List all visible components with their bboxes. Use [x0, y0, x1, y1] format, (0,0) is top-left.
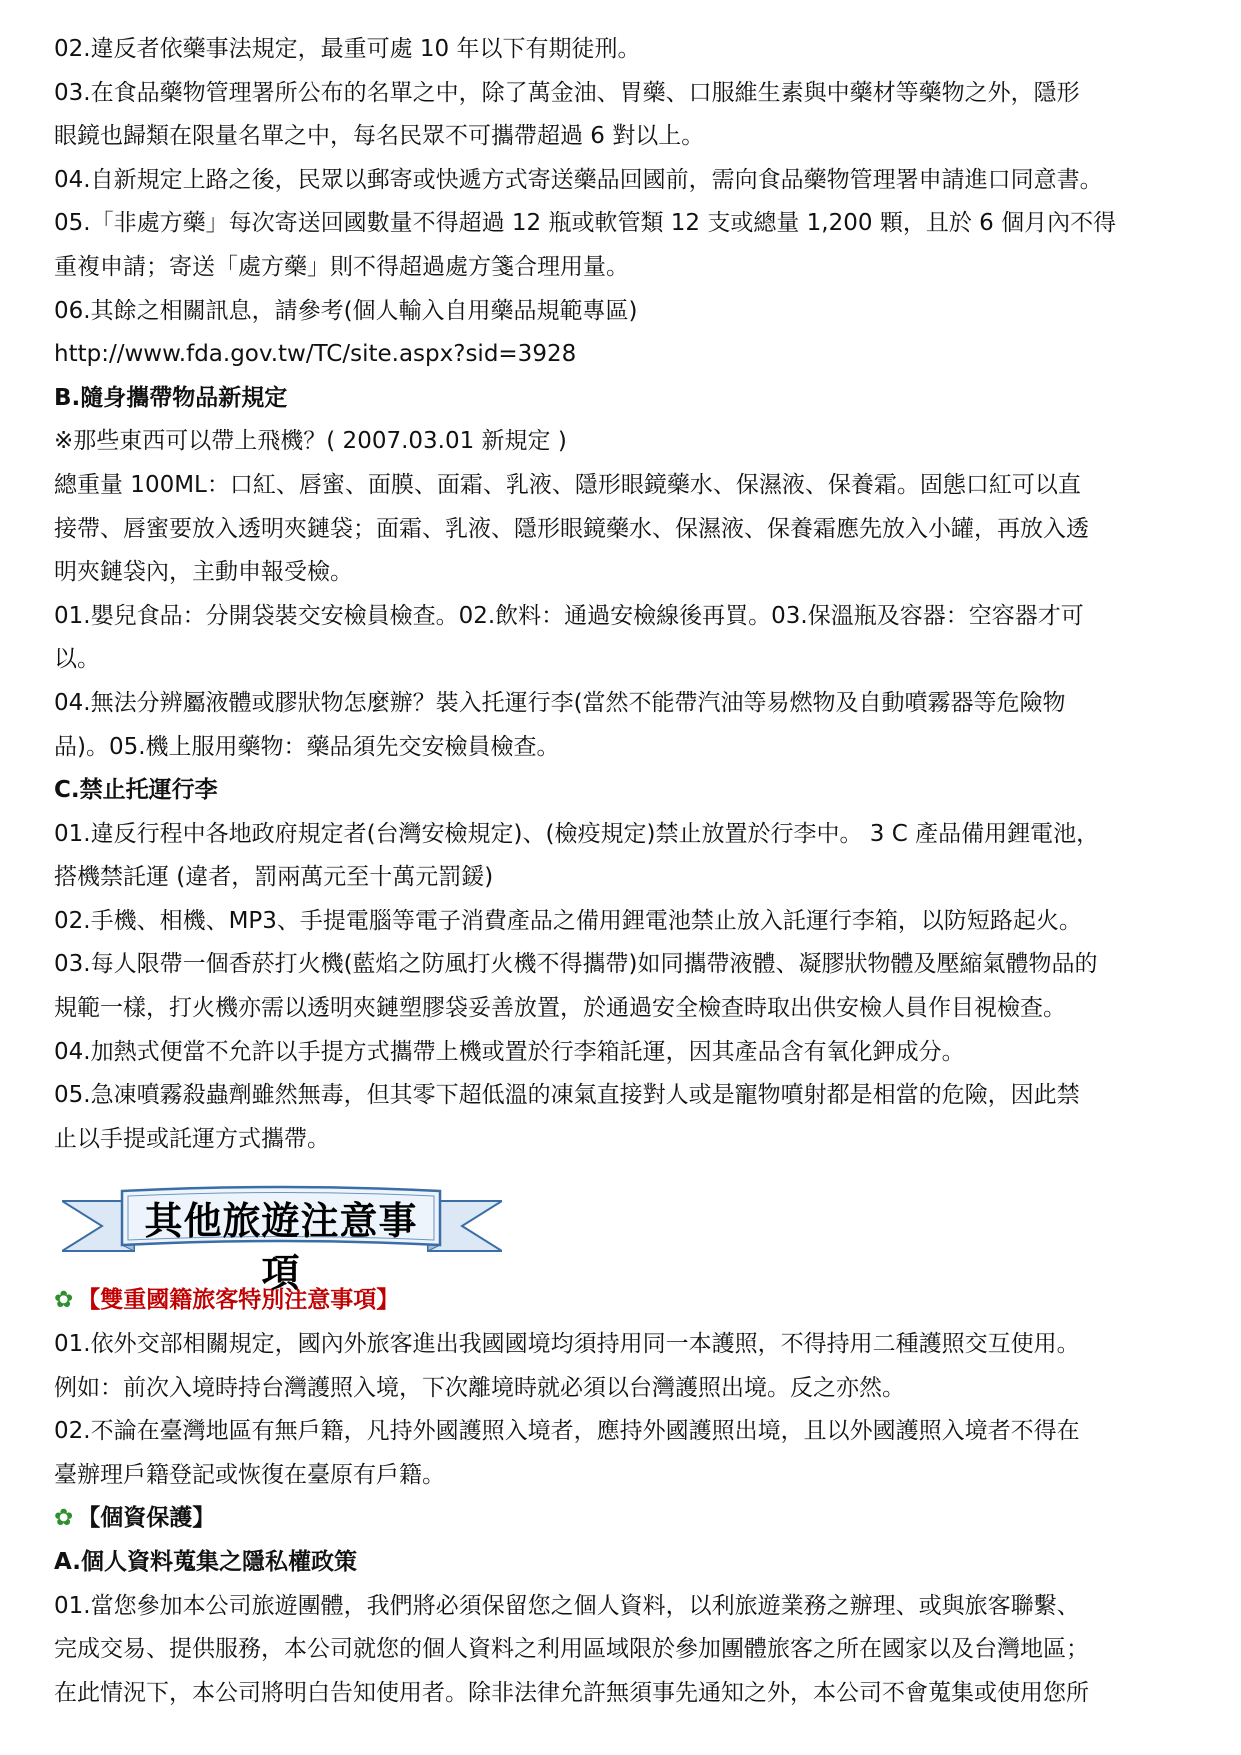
- text-line: 接帶、唇蜜要放入透明夾鏈袋；面霜、乳液、隱形眼鏡藥水、保濕液、保養霜應先放入小罐，再放入透: [54, 515, 1089, 542]
- section-banner: [54, 1177, 1186, 1296]
- privacy-subheading: A.個人資料蒐集之隱私權政策: [54, 1549, 357, 1575]
- text-line: 01.依外交部相關規定，國內外旅客進出我國國境均須持用同一本護照，不得持用二種護照交互使用。: [54, 1331, 1080, 1358]
- text-line: 例如：前次入境時持台灣護照入境，下次離境時就必須以台灣護照出境。反之亦然。: [54, 1374, 905, 1401]
- fda-url-link[interactable]: http://www.fda.gov.tw/TC/site.aspx?sid=3928: [54, 341, 577, 368]
- privacy-heading: 【個資保護】: [77, 1505, 216, 1532]
- text-line: 03.在食品藥物管理署所公布的名單之中，除了萬金油、胃藥、口服維生素與中藥材等藥物之外，隱形: [54, 79, 1080, 106]
- section-c-heading: C.禁止托運行李: [54, 777, 218, 804]
- text-line: 重複申請；寄送「處方藥」則不得超過處方箋合理用量。: [54, 253, 629, 280]
- text-line: 03.每人限帶一個香菸打火機(藍焰之防風打火機不得攜帶)如同攜帶液體、凝膠狀物體及壓縮氣體物品的: [54, 951, 1098, 978]
- banner-title: 其他旅遊注意事項: [144, 1199, 418, 1296]
- section-b: [54, 377, 1186, 769]
- dual-nationality-heading: 【雙重國籍旅客特別注意事項】: [77, 1287, 400, 1314]
- section-c: [54, 769, 1186, 1161]
- text-line: 在此情況下，本公司將明白告知使用者。除非法律允許無須事先通知之外，本公司不會蒐集或使用您所: [54, 1679, 1089, 1706]
- privacy-section: [54, 1497, 1186, 1715]
- text-line: 02.手機、相機、MP3、手提電腦等電子消費產品之備用鋰電池禁止放入託運行李箱，以防短路起火。: [54, 907, 1082, 934]
- text-line: 品)。05.機上服用藥物：藥品須先交安檢員檢查。: [54, 733, 560, 760]
- text-line: ※那些東西可以帶上飛機？( 2007.03.01 新規定 ): [54, 428, 567, 455]
- text-line: 05.「非處方藥」每次寄送回國數量不得超過 12 瓶或軟管類 12 支或總量 1,200 顆，且於 6 個月內不得: [54, 210, 1117, 237]
- text-line: 02.不論在臺灣地區有無戶籍，凡持外國護照入境者，應持外國護照出境，且以外國護照入境者不得在: [54, 1418, 1080, 1445]
- text-line: 01.嬰兒食品：分開袋裝交安檢員檢查。02.飲料：通過安檢線後再買。03.保溫瓶及容器：空容器才可: [54, 602, 1084, 629]
- text-line: 總重量 100ML：口紅、唇蜜、面膜、面霜、乳液、隱形眼鏡藥水、保濕液、保養霜。固態口紅可以直: [54, 471, 1081, 498]
- text-line: 以。: [54, 646, 100, 673]
- text-line: 05.急凍噴霧殺蟲劑雖然無毒，但其零下超低溫的凍氣直接對人或是寵物噴射都是相當的危險，因此禁: [54, 1082, 1080, 1109]
- text-line: 搭機禁託運 (違者，罰兩萬元至十萬元罰鍰): [54, 864, 494, 891]
- text-line: 止以手提或託運方式攜帶。: [54, 1125, 330, 1152]
- text-line: 01.當您參加本公司旅遊團體，我們將必須保留您之個人資料，以利旅遊業務之辦理、或與旅客聯繫、: [54, 1592, 1080, 1619]
- text-line: 規範一樣，打火機亦需以透明夾鏈塑膠袋妥善放置，於通過安全檢查時取出供安檢人員作目視檢查。: [54, 995, 1066, 1022]
- text-line: 完成交易、提供服務，本公司就您的個人資料之利用區域限於參加團體旅客之所在國家以及台灣地區；: [54, 1636, 1089, 1663]
- text-line: 眼鏡也歸類在限量名單之中，每名民眾不可攜帶超過 6 對以上。: [54, 123, 705, 150]
- text-line: 04.無法分辨屬液體或膠狀物怎麼辦？裝入托運行李(當然不能帶汽油等易燃物及自動噴霧器等危險物: [54, 689, 1066, 716]
- dual-nationality-section: [54, 1279, 1186, 1497]
- text-line: 02.違反者依藥事法規定，最重可處 10 年以下有期徒刑。: [54, 36, 641, 62]
- text-line: 明夾鏈袋內，主動申報受檢。: [54, 559, 353, 586]
- privacy-heading-line: [54, 1497, 1186, 1541]
- text-line: 06.其餘之相關訊息，請參考(個人輸入自用藥品規範專區): [54, 297, 638, 324]
- text-line: 01.違反行程中各地政府規定者(台灣安檢規定)、(檢疫規定)禁止放置於行李中。 3 C 產品備用鋰電池，: [54, 820, 1100, 847]
- text-line: 04.加熱式便當不允許以手提方式攜帶上機或置於行李箱託運，因其產品含有氧化鉀成分。: [54, 1038, 965, 1065]
- text-line: 臺辦理戶籍登記或恢復在臺原有戶籍。: [54, 1461, 445, 1488]
- flower-icon: ✿: [54, 1287, 74, 1314]
- flower-icon: ✿: [54, 1505, 74, 1532]
- section-b-heading: B.隨身攜帶物品新規定: [54, 384, 288, 411]
- section-a-list: [54, 28, 1186, 377]
- document-page: [54, 28, 1186, 1715]
- text-line: 04.自新規定上路之後，民眾以郵寄或快遞方式寄送藥品回國前，需向食品藥物管理署申請進口同意書。: [54, 166, 1103, 193]
